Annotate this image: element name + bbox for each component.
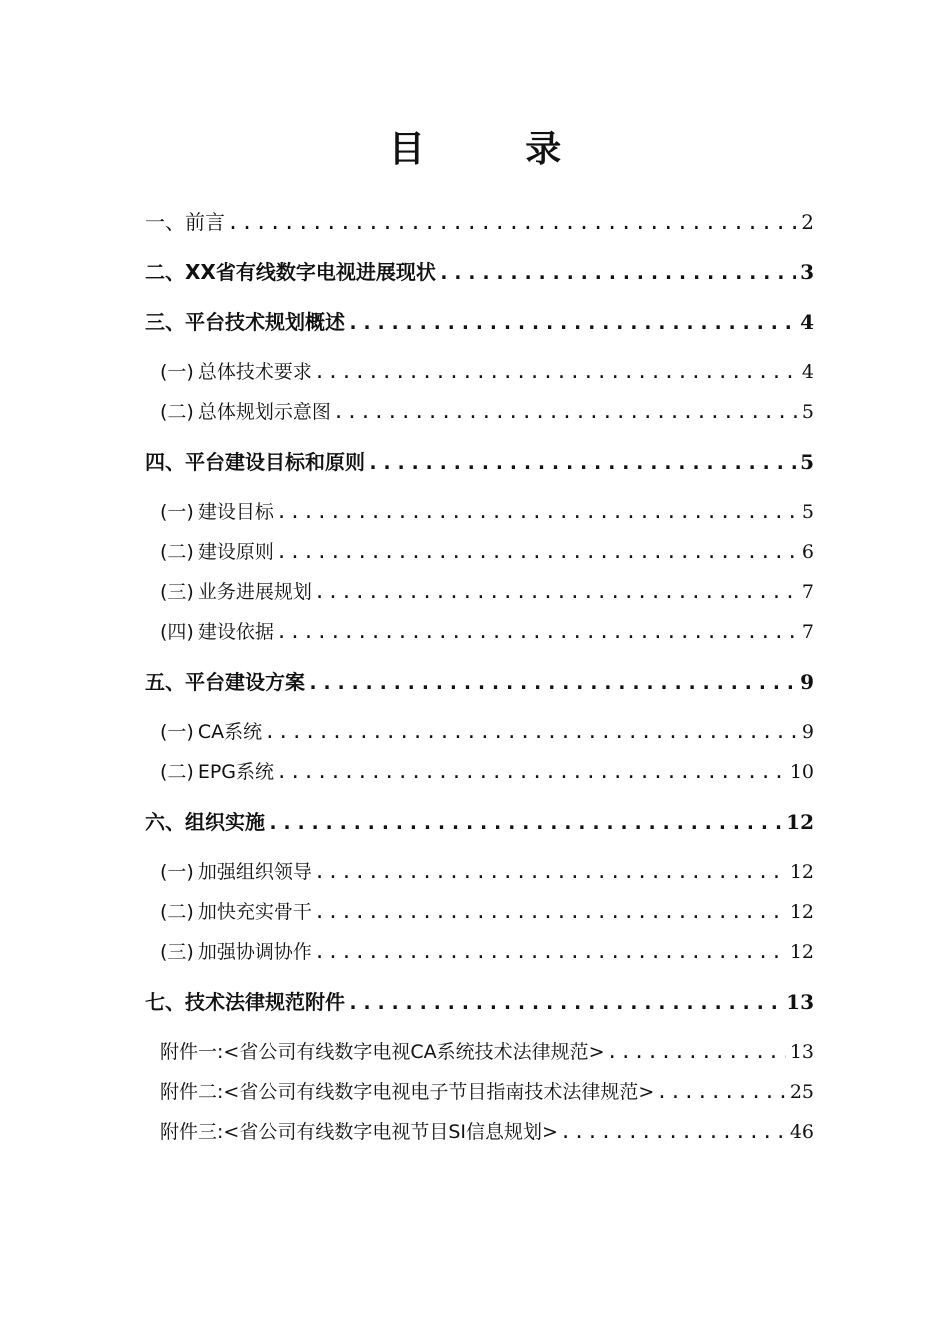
toc-subentry[interactable] [160, 538, 814, 566]
toc-entry-label: 平台建设方案 [185, 670, 305, 694]
toc-entry-number: 三、 [145, 310, 185, 334]
toc-entry-page: 4 [800, 310, 814, 334]
dot-leader [276, 758, 786, 786]
toc-subentry[interactable] [160, 578, 814, 606]
dot-leader [560, 1118, 786, 1146]
toc-attachment-entry[interactable] [160, 1038, 814, 1066]
toc-entry-number: (二) [160, 401, 194, 423]
toc-entry-page: 6 [801, 541, 814, 563]
toc-entry-number: (一) [160, 861, 194, 883]
toc-entry-label: 加强组织领导 [197, 861, 312, 883]
toc-entry-page: 5 [801, 401, 814, 423]
dot-leader [307, 668, 796, 696]
toc-entry-number: (三) [160, 581, 194, 603]
toc-entry-page: 10 [789, 761, 814, 783]
toc-entry-number: (四) [160, 621, 194, 643]
dot-leader [276, 618, 798, 646]
toc-entry-number: (二) [160, 541, 194, 563]
toc-entry-label: 组织实施 [185, 810, 265, 834]
dot-leader [267, 808, 782, 836]
dot-leader [314, 938, 786, 966]
dot-leader [438, 258, 796, 286]
toc-entry-label: 附件三:<省公司有线数字电视节目SI信息规划> [160, 1121, 558, 1143]
toc-entry-page: 12 [789, 901, 814, 923]
dot-leader [276, 538, 798, 566]
toc-entry-number: 六、 [145, 810, 185, 834]
toc-entry-page: 25 [789, 1081, 814, 1103]
toc-entry-label: 建设依据 [197, 621, 274, 643]
dot-leader [607, 1038, 786, 1066]
dot-leader [314, 858, 786, 886]
toc-entry-number: (二) [160, 901, 194, 923]
toc-subentry[interactable] [160, 898, 814, 926]
toc-entry-label: 平台建设目标和原则 [185, 450, 365, 474]
toc-entry-page: 7 [801, 621, 814, 643]
toc-entry-label: 平台技术规划概述 [185, 310, 345, 334]
toc-entry-number: 四、 [145, 450, 185, 474]
dot-leader [347, 988, 782, 1016]
toc-entry-page: 9 [800, 670, 814, 694]
toc-entry-status[interactable] [145, 258, 814, 286]
toc-entry-page: 46 [789, 1121, 814, 1143]
toc-subentry[interactable] [160, 358, 814, 386]
toc-entry-label: CA系统 [197, 721, 263, 743]
toc-entry-number: 七、 [145, 990, 185, 1014]
toc-entry-number: (一) [160, 501, 194, 523]
toc-subentry[interactable] [160, 498, 814, 526]
toc-entry-label: 总体技术要求 [197, 361, 312, 383]
toc-entry-page: 12 [786, 810, 814, 834]
toc-entry-page: 13 [786, 990, 814, 1014]
dot-leader [347, 308, 796, 336]
dot-leader [314, 358, 798, 386]
toc-entry-page: 12 [789, 941, 814, 963]
toc-entry-page: 4 [801, 361, 814, 383]
toc-entry-label: EPG系统 [197, 761, 275, 783]
toc-entry-label: 附件一:<省公司有线数字电视CA系统技术法律规范> [160, 1041, 605, 1063]
toc-entry-page: 3 [800, 260, 814, 284]
toc-entry-number: (三) [160, 941, 194, 963]
toc-entry-label: XX省有线数字电视进展现状 [185, 260, 436, 284]
dot-leader [227, 208, 797, 236]
toc-subentry[interactable] [160, 758, 814, 786]
toc-entry-number: 五、 [145, 670, 185, 694]
toc-title: 目 录 [388, 129, 606, 170]
toc-entry-page: 2 [801, 210, 814, 234]
toc-entry-number: 一、 [145, 210, 185, 234]
toc-entry-number: (一) [160, 361, 194, 383]
toc-attachment-entry[interactable] [160, 1118, 814, 1146]
toc-entry-plan[interactable] [145, 668, 814, 696]
toc-subentry[interactable] [160, 718, 814, 746]
toc-entry-preface[interactable] [145, 208, 814, 236]
toc-entry-label: 加强协调协作 [197, 941, 312, 963]
toc-entry-implementation[interactable] [145, 808, 814, 836]
toc-subentry[interactable] [160, 858, 814, 886]
dot-leader [264, 718, 798, 746]
toc-entry-label: 建设目标 [197, 501, 274, 523]
toc-entry-page: 7 [801, 581, 814, 603]
toc-entry-page: 12 [789, 861, 814, 883]
toc-entry-label: 总体规划示意图 [197, 401, 331, 423]
toc-attachment-entry[interactable] [160, 1078, 814, 1106]
toc-subentry[interactable] [160, 618, 814, 646]
toc-entry-number: (二) [160, 761, 194, 783]
toc-entry-tech-overview[interactable] [145, 308, 814, 336]
toc-entry-page: 9 [801, 721, 814, 743]
dot-leader [367, 448, 796, 476]
dot-leader [314, 898, 786, 926]
toc-entry-label: 技术法律规范附件 [185, 990, 345, 1014]
dot-leader [276, 498, 798, 526]
dot-leader [314, 578, 798, 606]
toc-entry-label: 加快充实骨干 [197, 901, 312, 923]
toc-entry-goals[interactable] [145, 448, 814, 476]
toc-entry-label: 附件二:<省公司有线数字电视电子节目指南技术法律规范> [160, 1081, 655, 1103]
dot-leader [656, 1078, 786, 1106]
dot-leader [333, 398, 798, 426]
toc-entry-label: 业务进展规划 [197, 581, 312, 603]
toc-entry-page: 5 [800, 450, 814, 474]
toc-entry-page: 13 [789, 1041, 814, 1063]
toc-entry-number: 二、 [145, 260, 185, 284]
toc-entry-appendix[interactable] [145, 988, 814, 1016]
toc-entry-number: (一) [160, 721, 194, 743]
toc-entry-label: 前言 [185, 210, 225, 234]
toc-subentry[interactable] [160, 938, 814, 966]
toc-entry-label: 建设原则 [197, 541, 274, 563]
toc-entry-page: 5 [801, 501, 814, 523]
toc-subentry[interactable] [160, 398, 814, 426]
